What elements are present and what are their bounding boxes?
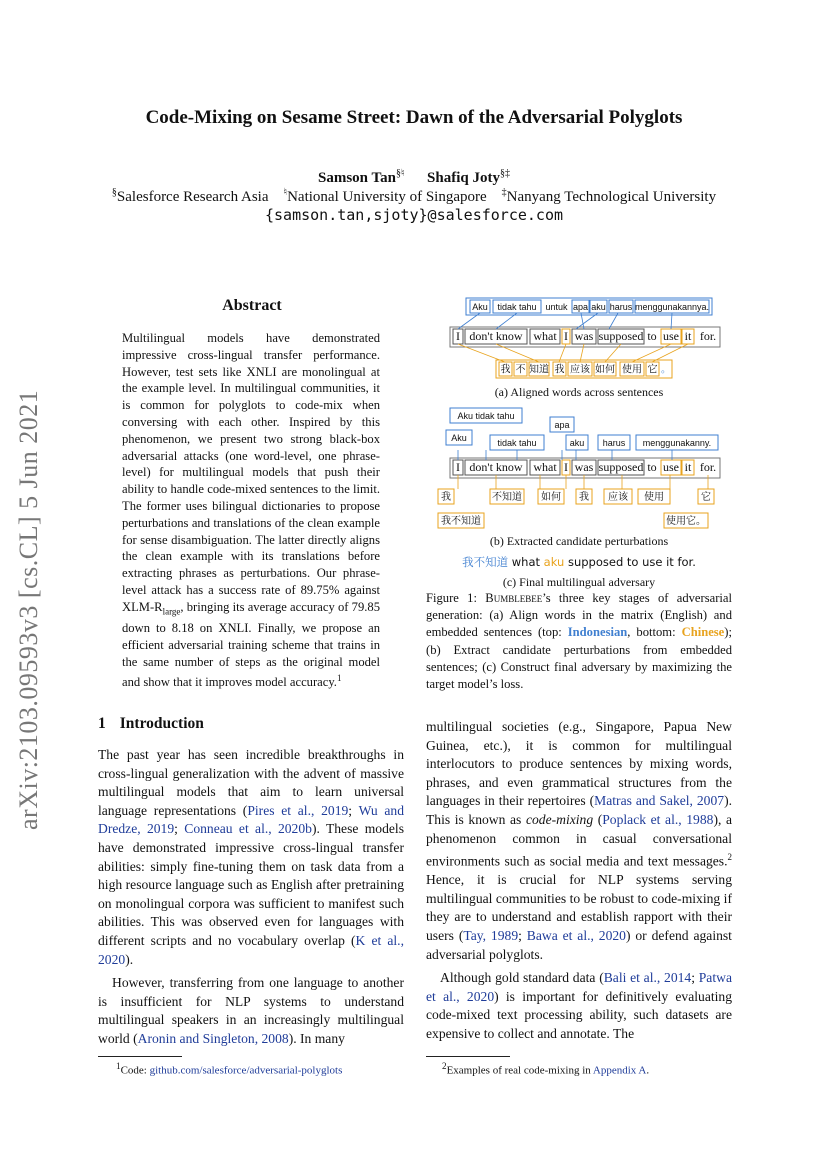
email: {samson.tan,sjoty}@salesforce.com — [264, 206, 563, 224]
affil-1: Salesforce Research Asia — [116, 189, 269, 205]
english-word: supposed — [598, 460, 644, 474]
affiliation-line — [0, 187, 828, 206]
indonesian-candidate: aku — [569, 438, 585, 448]
indonesian-word: aku — [591, 302, 606, 312]
indonesian-word: apa — [572, 302, 589, 312]
author-1-marks: §♮ — [395, 168, 405, 179]
indonesian-word: menggunakannya. — [634, 302, 710, 312]
chinese-candidate: 使用它。 — [666, 516, 706, 527]
chinese-candidate: 如何 — [541, 492, 561, 503]
citation-link[interactable]: Bali et al., 2014 — [603, 970, 692, 986]
paragraph: multilingual societies (e.g., Singapore, Papua New Guinea, etc.), it is common for multilingual interlocutors to produce sentences by mixing words, phrases, and even grammatical structures from the languages in their repertoires (Matras and Sakel, 2007). This is known as code-mixing (Poplack et al., 1988), a phenomenon common in casual conversational environments such as social media and text messages.$^2$ Hence, it is crucial for NLP systems serving multilingual communities to be robust to code-mixing if they are to understand and establish rapport with their users (Tay, 1989; Bawa et al., 2020) or defend against adversarial polyglots. — [426, 719, 732, 962]
affil-1-mark: § — [111, 187, 117, 198]
indonesian-candidate: tidak tahu — [497, 438, 537, 448]
english-word: use — [663, 329, 679, 343]
english-word: was — [574, 329, 594, 343]
indonesian-word: harus — [609, 302, 633, 312]
citation-link[interactable]: Patwa et al., 2020 — [426, 970, 732, 1004]
arxiv-identifier: arXiv:2103.09593v3 [cs.CL] 5 Jun 2021 — [14, 389, 43, 830]
chinese-candidate: 我不知道 — [441, 516, 481, 527]
section-heading: 1 Introduction — [98, 715, 204, 732]
english-word: to — [647, 460, 657, 474]
english-word: it — [684, 329, 692, 343]
citation-link[interactable]: Aronin and Singleton, 2008 — [137, 1030, 289, 1046]
indonesian-word: tidak tahu — [497, 302, 537, 312]
english-word: don't know — [469, 460, 523, 474]
chinese-word: 。 — [661, 364, 671, 376]
paper-title: Code-Mixing on Sesame Street: Dawn of the Adversarial Polyglots — [145, 107, 683, 128]
author-2: Shafiq Joty — [427, 170, 500, 186]
paragraph: Although gold standard data (Bali et al., 2014; Patwa et al., 2020) is important for definitively evaluating code-mixed text processing ability, such datasets are expensive to collect and annotate. The — [426, 970, 732, 1042]
citation-link[interactable]: K et al., 2020 — [98, 932, 404, 967]
chinese-candidate: 应该 — [608, 492, 628, 503]
footnote-rule — [426, 1056, 510, 1057]
final-adversary: 我不知道 what aku supposed to use it for. — [462, 555, 696, 569]
paragraph: The past year has seen incredible breakthroughs in cross-lingual generalization with the advent of massive multilingual models that aim to learn universal language representations (Pires et al., 2019; Wu and Dredze, 2019; Conneau et al., 2020b). These models have demonstrated impressive cross-lingual transfer abilities: simply fine-tuning them on task data from a high resource language such as English after pretraining on monolingual corpora was sufficient to manifest such abilities. This was observed even for languages with different scripts and no vocabulary overlap (K et al., 2020). — [98, 747, 404, 967]
chinese-word: 应该 — [570, 364, 590, 376]
english-word: I — [456, 329, 460, 343]
affil-3: Nanyang Technological University — [506, 189, 717, 205]
english-word: what — [533, 460, 557, 474]
chinese-word: 它 — [647, 364, 658, 376]
indonesian-candidate: harus — [602, 438, 626, 448]
citation-link[interactable]: Wu and Dredze, 2019 — [98, 802, 404, 837]
affil-3-mark: ‡ — [501, 187, 507, 198]
citation-link[interactable]: Matras and Sakel, 2007 — [594, 793, 725, 809]
indonesian-word: Aku — [472, 302, 488, 312]
citation-link[interactable]: Conneau et al., 2020b — [184, 821, 312, 837]
chinese-word: 不 — [515, 364, 526, 376]
chinese-candidate: 使用 — [644, 492, 664, 503]
english-word: for. — [699, 329, 717, 343]
chinese-word: 使用 — [622, 364, 642, 376]
english-word: don't know — [469, 329, 523, 343]
chinese-word: 我 — [554, 364, 565, 376]
chinese-word: 知道 — [529, 364, 549, 376]
english-word: I — [456, 460, 460, 474]
appendix-link[interactable]: Appendix A — [592, 1064, 647, 1077]
english-word: for. — [699, 460, 717, 474]
citation-link[interactable]: Poplack et al., 1988 — [602, 811, 714, 827]
chinese-candidate: 我 — [441, 492, 451, 503]
indonesian-word: untuk — [545, 302, 568, 312]
english-word: what — [533, 329, 557, 343]
footnote-2: $^2$Examples of real code-mixing in Appendix A. — [442, 1061, 650, 1077]
code-link[interactable]: github.com/salesforce/adversarial-polyglots — [149, 1064, 343, 1077]
english-word: was — [574, 460, 594, 474]
caption-a: (a) Aligned words across sentences — [494, 385, 664, 399]
indonesian-candidate: menggunakanny. — [642, 438, 712, 448]
author-2-marks: §‡ — [499, 168, 510, 179]
english-word: I — [564, 329, 568, 343]
affil-2: National University of Singapore — [287, 189, 487, 205]
english-word: use — [663, 460, 679, 474]
intro-left-column — [98, 746, 404, 1049]
english-word: to — [647, 329, 657, 343]
affil-2-mark: ♮ — [283, 187, 288, 198]
footnote-1: $^1$Code: github.com/salesforce/adversarial-polyglots — [116, 1061, 343, 1077]
abstract-heading: Abstract — [222, 297, 282, 314]
chinese-word: 如何 — [595, 364, 615, 376]
abstract-text: Multilingual models have demonstrated impressive cross-lingual transfer performance. However, test sets like XNLI are monolingual at the example level. In multilingual communities, it is common for polyglots to code-mix when conversing with each other. Inspired by this phenomenon, we present two strong black-box adversarial attacks (one word-level, one phrase-level) for multilingual models that push their ability to handle code-mixed sentences to the limit. The former uses bilingual dictionaries to propose perturbations and translations of the clean example for sense disambiguation. The latter directly aligns the clean example with its translations before extracting phrases as perturbations. Our phrase-level attack has a success rate of 89.75% against XLM-$R_{large}$, bringing its average accuracy of 79.85 down to 8.18 on XNLI. Finally, we propose an efficient adversarial training scheme that trains in the same number of steps as the original model and show that it improves model accuracy.$^1$ — [122, 331, 380, 690]
intro-right-column — [426, 718, 732, 1044]
citation-link[interactable]: Tay, 1989 — [463, 928, 519, 944]
author-line — [0, 168, 828, 187]
caption-b: (b) Extracted candidate perturbations — [489, 534, 669, 548]
footnote-marker[interactable]: 2 — [727, 852, 732, 863]
chinese-candidate: 它 — [701, 492, 711, 503]
indonesian-candidate: Aku — [451, 433, 467, 443]
caption-c: (c) Final multilingual adversary — [502, 575, 656, 589]
paragraph: However, transferring from one language to another is insufficient for NLP systems to understand multilingual speakers in an increasingly multilingual world (Aronin and Singleton, 2008). In many — [98, 975, 404, 1046]
citation-link[interactable]: Bawa et al., 2020 — [526, 928, 626, 944]
indonesian-candidate: Aku tidak tahu — [457, 411, 515, 421]
indonesian-candidate: apa — [554, 420, 570, 430]
figure-1-diagram — [426, 290, 732, 590]
english-word: supposed — [598, 329, 644, 343]
english-word: I — [564, 460, 568, 474]
footnote-rule — [98, 1056, 182, 1057]
chinese-candidate: 不知道 — [492, 492, 522, 503]
citation-link[interactable]: Pires et al., 2019 — [247, 802, 349, 818]
english-word: it — [684, 460, 692, 474]
figure-1-caption: Figure 1: Bumblebee’s three key stages of adversarial generation: (a) Align words in the matrix (English) and embedded sentences (top: Indonesian, bottom: Chinese); (b) Extract candidate perturbations from embedded sentences; (c) Construct final adversary by maximizing the target model’s loss. — [426, 591, 732, 692]
chinese-candidate: 我 — [579, 492, 589, 503]
author-1: Samson Tan — [318, 170, 396, 186]
chinese-word: 我 — [500, 364, 511, 376]
